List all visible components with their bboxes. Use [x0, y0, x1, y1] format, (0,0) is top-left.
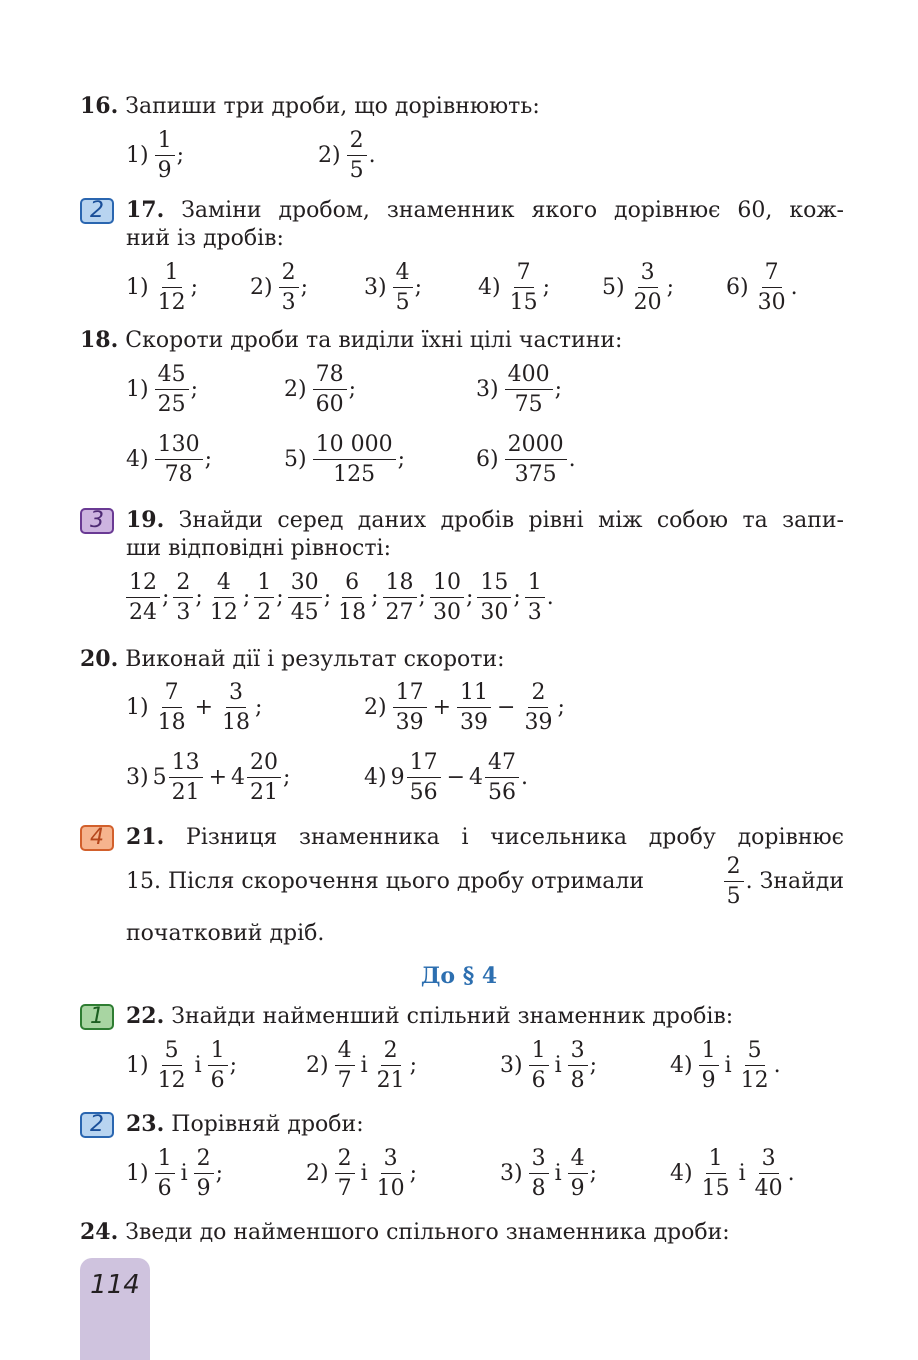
fraction: $\frac{1}{15}$	[701, 1146, 730, 1201]
conjunction: і	[738, 1161, 746, 1186]
conjunction: і	[554, 1053, 562, 1078]
exercise-17-line-1	[126, 196, 844, 225]
exercise-18-item-4: 4) $\frac{130}{78}$ ;	[126, 432, 213, 487]
fraction: $\frac{47}{56}$	[485, 752, 519, 804]
page-number: 114	[90, 1270, 140, 1300]
fraction: $\frac{1}{12}$	[157, 260, 186, 315]
fraction: $\frac{2}{21}$	[376, 1038, 405, 1093]
exercise-number: 22.	[126, 1003, 165, 1029]
fraction: $\frac{4}{12}$	[209, 570, 238, 625]
exercise-23-item-1: 1) $\frac{1}{6}$ і $\frac{2}{9}$ ;	[126, 1146, 224, 1201]
fraction: $\frac{11}{39}$	[457, 682, 491, 734]
item-label: 5)	[284, 447, 307, 472]
fraction: $\frac{5}{12}$	[740, 1038, 769, 1093]
exercise-18-item-5: 5) $\frac{10 000}{125}$ ;	[284, 432, 405, 487]
item-label: 1)	[126, 275, 149, 300]
fraction: $\frac{3}{18}$	[222, 680, 251, 735]
exercise-21-line-3: початковий дріб.	[126, 921, 325, 946]
exercise-text: Знайди серед даних дробів рівні між собою та запи-	[178, 508, 844, 533]
exercise-17-item-6: 6) $\frac{7}{30}$ .	[726, 260, 798, 315]
item-label: 3)	[500, 1053, 523, 1078]
difficulty-badge: 1	[80, 1004, 114, 1030]
fraction: $\frac{2}{39}$	[524, 680, 553, 735]
exercise-text: Запиши три дроби, що дорівнюють:	[125, 94, 540, 119]
fraction: $\frac{6}{18}$	[338, 570, 367, 625]
difficulty-badge: 2	[80, 1112, 114, 1138]
fraction: $\frac{78}{60}$	[313, 364, 347, 416]
exercise-19-fraction-list: $\frac{12}{24}$ ; $\frac{2}{3}$ ; $\frac{4}{12}$ ; $\frac{1}{2}$ ; $\frac{30}{45}$ ; $\frac{6}{18}$ ; $\frac{18}{27}$ ; $\frac{10}{30}$ ; $\frac{15}{30}$ ; $\frac{1}{3}$ .	[124, 572, 556, 624]
fraction: $\frac{1}{9}$	[155, 130, 175, 182]
fraction: $\frac{1}{6}$	[155, 1148, 175, 1200]
fraction: $\frac{5}{12}$	[157, 1038, 186, 1093]
fraction: $\frac{1}{3}$	[525, 572, 545, 624]
item-label: 4)	[126, 447, 149, 472]
conjunction: і	[724, 1053, 732, 1078]
item-label: 2)	[318, 143, 341, 168]
exercise-number: 16.	[80, 93, 119, 119]
section-heading: До § 4	[420, 963, 498, 989]
item-label: 4)	[670, 1161, 693, 1186]
fraction: $\frac{30}{45}$	[288, 572, 322, 624]
exercise-text: Заміни дробом, знаменник якого дорівнює 60, кож-	[181, 198, 844, 223]
fraction: $\frac{10 000}{125}$	[313, 434, 396, 486]
item-label: 5)	[602, 275, 625, 300]
conjunction: і	[194, 1053, 202, 1078]
item-label: 6)	[726, 275, 749, 300]
difficulty-badge: 3	[80, 508, 114, 534]
exercise-16-item-2: 2) $\frac{2}{5}$ .	[318, 128, 376, 183]
exercise-17-item-4: 4) $\frac{7}{15}$ ;	[478, 260, 551, 315]
fraction: $\frac{130}{78}$	[155, 434, 203, 486]
fraction: $\frac{3}{8}$	[568, 1040, 588, 1092]
item-label: 4)	[670, 1053, 693, 1078]
exercise-23-item-4: 4) $\frac{1}{15}$ і $\frac{3}{40}$ .	[670, 1146, 795, 1201]
exercise-20-item-4: 4) 9 $\frac{17}{56}$ − 4 $\frac{47}{56}$ .	[364, 750, 529, 805]
item-label: 4)	[478, 275, 501, 300]
exercise-22-title	[126, 1002, 844, 1031]
fraction: $\frac{3}{20}$	[633, 260, 662, 315]
exercise-20-item-3: 3) 5 $\frac{13}{21}$ + 4 $\frac{20}{21}$ ;	[126, 750, 291, 805]
exercise-24-title	[80, 1218, 844, 1247]
conjunction: і	[360, 1053, 368, 1078]
fraction: $\frac{1}{6}$	[208, 1040, 228, 1092]
fraction: $\frac{4}{7}$	[335, 1040, 355, 1092]
fraction: $\frac{3}{10}$	[376, 1146, 405, 1201]
conjunction: і	[554, 1161, 562, 1186]
item-label: 2)	[284, 377, 307, 402]
fraction: $\frac{13}{21}$	[169, 752, 203, 804]
fraction: $\frac{4}{5}$	[393, 262, 413, 314]
fraction: $\frac{400}{75}$	[505, 364, 553, 416]
item-label: 3)	[476, 377, 499, 402]
exercise-text: Порівняй дроби:	[171, 1112, 364, 1137]
fraction: $\frac{7}{30}$	[757, 260, 786, 315]
exercise-17-item-1: 1) $\frac{1}{12}$ ;	[126, 260, 199, 315]
item-label: 1)	[126, 377, 149, 402]
exercise-text: Зведи до найменшого спільного знаменника дроби:	[125, 1220, 730, 1245]
item-label: 1)	[126, 1053, 149, 1078]
fraction: $\frac{2}{5}$	[347, 130, 367, 182]
exercise-20-item-2: 2) $\frac{17}{39}$ + $\frac{11}{39}$ − $\frac{2}{39}$ ;	[364, 680, 565, 735]
exercise-22-item-3: 3) $\frac{1}{6}$ і $\frac{3}{8}$ ;	[500, 1038, 598, 1093]
exercise-18-title	[80, 326, 844, 355]
exercise-21-line-2	[126, 856, 844, 908]
fraction: $\frac{18}{27}$	[383, 572, 417, 624]
fraction: $\frac{1}{6}$	[529, 1040, 549, 1092]
exercise-number: 20.	[80, 646, 119, 672]
exercise-20-item-1: 1) $\frac{7}{18}$ + $\frac{3}{18}$ ;	[126, 680, 263, 735]
fraction: $\frac{17}{56}$	[407, 752, 441, 804]
exercise-23-item-3: 3) $\frac{3}{8}$ і $\frac{4}{9}$ ;	[500, 1146, 598, 1201]
conjunction: і	[360, 1161, 368, 1186]
item-label: 6)	[476, 447, 499, 472]
item-label: 1)	[126, 1161, 149, 1186]
exercise-text: Скороти дроби та виділи їхні цілі частини:	[125, 328, 623, 353]
fraction: $\frac{10}{30}$	[430, 572, 464, 624]
exercise-20-title	[80, 645, 844, 674]
item-label: 2)	[306, 1053, 329, 1078]
exercise-23-item-2: 2) $\frac{2}{7}$ і $\frac{3}{10}$ ;	[306, 1146, 418, 1201]
fraction: $\frac{2}{9}$	[194, 1148, 214, 1200]
item-label: 2)	[306, 1161, 329, 1186]
exercise-22-item-1: 1) $\frac{5}{12}$ і $\frac{1}{6}$ ;	[126, 1038, 238, 1093]
exercise-17-line-2: ний із дробів:	[126, 226, 284, 251]
exercise-21-line-1	[126, 823, 844, 852]
exercise-18-item-1: 1) $\frac{45}{25}$ ;	[126, 362, 199, 417]
exercise-number: 19.	[126, 507, 165, 533]
fraction: $\frac{45}{25}$	[155, 364, 189, 416]
exercise-18-item-6: 6) $\frac{2000}{375}$ .	[476, 432, 576, 487]
fraction: $\frac{1}{9}$	[699, 1040, 719, 1092]
fraction: $\frac{2}{3}$	[279, 262, 299, 314]
exercise-17-item-5: 5) $\frac{3}{20}$ ;	[602, 260, 675, 315]
exercise-number: 23.	[126, 1111, 165, 1137]
exercise-17-item-2: 2) $\frac{2}{3}$ ;	[250, 260, 309, 315]
fraction: $\frac{7}{18}$	[157, 680, 186, 735]
fraction: $\frac{3}{40}$	[754, 1146, 783, 1201]
exercise-19-line-2: ши відповідні рівності:	[126, 536, 391, 561]
fraction: $\frac{4}{9}$	[568, 1148, 588, 1200]
exercise-text: Знайди найменший спільний знаменник дробів:	[171, 1004, 734, 1029]
fraction: $\frac{15}{30}$	[477, 572, 511, 624]
exercise-16-item-1: 1) $\frac{1}{9}$ ;	[126, 128, 185, 183]
item-label: 3)	[364, 275, 387, 300]
fraction: $\frac{2}{7}$	[335, 1148, 355, 1200]
item-label: 1)	[126, 143, 149, 168]
exercise-22-item-4: 4) $\frac{1}{9}$ і $\frac{5}{12}$ .	[670, 1038, 781, 1093]
fraction: $\frac{17}{39}$	[393, 682, 427, 734]
fraction: $\frac{2000}{375}$	[505, 434, 567, 486]
fraction: $\frac{2}{3}$	[173, 572, 193, 624]
difficulty-badge: 4	[80, 825, 114, 851]
exercise-number: 17.	[126, 197, 165, 223]
conjunction: і	[180, 1161, 188, 1186]
exercise-22-item-2: 2) $\frac{4}{7}$ і $\frac{2}{21}$ ;	[306, 1038, 418, 1093]
fraction: $\frac{2}{5}$	[724, 856, 744, 908]
fraction: $\frac{12}{24}$	[126, 572, 160, 624]
fraction: $\frac{20}{21}$	[247, 752, 281, 804]
exercise-18-item-2: 2) $\frac{78}{60}$ ;	[284, 362, 357, 417]
exercise-19-line-1	[126, 506, 844, 535]
exercise-text: Різниця знаменника і чисельника дробу дорівнює	[186, 825, 844, 850]
exercise-number: 18.	[80, 327, 119, 353]
fraction: $\frac{7}{15}$	[509, 260, 538, 315]
fraction: $\frac{1}{2}$	[254, 572, 274, 624]
exercise-number: 21.	[126, 824, 165, 850]
exercise-text: . Знайди	[745, 869, 844, 894]
fraction: $\frac{3}{8}$	[529, 1148, 549, 1200]
item-label: 3)	[500, 1161, 523, 1186]
exercise-16-title	[80, 92, 844, 121]
exercise-18-item-3: 3) $\frac{400}{75}$ ;	[476, 362, 563, 417]
exercise-17-item-3: 3) $\frac{4}{5}$ ;	[364, 260, 423, 315]
page-number-tab	[80, 1258, 150, 1360]
item-label: 2)	[250, 275, 273, 300]
exercise-text: Виконай дії і результат скороти:	[125, 647, 505, 672]
exercise-number: 24.	[80, 1219, 119, 1245]
exercise-23-title	[126, 1110, 844, 1139]
difficulty-badge: 2	[80, 198, 114, 224]
exercise-text: 15. Після скорочення цього дробу отримали	[126, 869, 644, 894]
